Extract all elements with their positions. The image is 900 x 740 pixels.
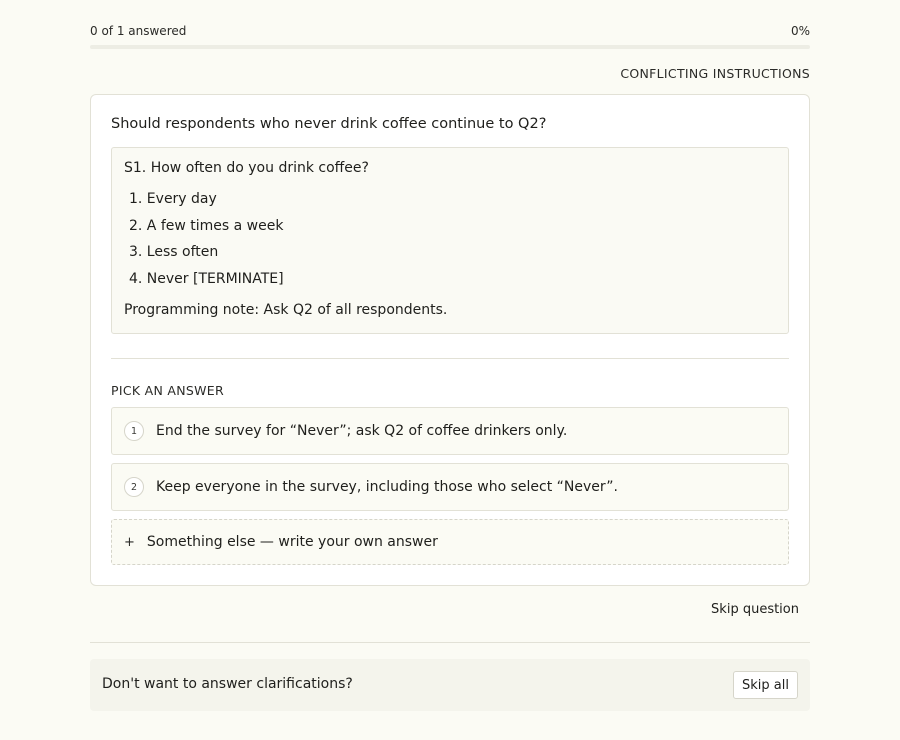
skip-all-button[interactable]: Skip all [733,671,798,699]
survey-excerpt [111,147,789,334]
excerpt-option: 4. Never [TERMINATE] [129,271,284,287]
progress-percent: 0% [790,24,810,38]
footer-divider [90,642,810,643]
question-card [90,94,810,586]
excerpt-option: 3. Less often [129,244,219,260]
answer-option-1[interactable] [111,407,789,455]
excerpt-question: S1. How often do you drink coffee? [124,160,369,176]
custom-answer-option[interactable] [111,519,789,565]
option-number-badge: 1 [124,421,144,441]
pick-answer-label: PICK AN ANSWER [111,383,224,398]
section-divider [111,358,789,359]
plus-icon: + [124,534,135,550]
answer-option-2[interactable] [111,463,789,511]
skip-all-prompt: Don't want to answer clarifications? [102,676,353,692]
progress-header [90,24,810,38]
answer-option-text: End the survey for “Never”; ask Q2 of coffee drinkers only. [156,423,568,439]
progress-bar [90,45,810,49]
answer-option-text: Keep everyone in the survey, including those who select “Never”. [156,479,618,495]
excerpt-option: 1. Every day [129,191,217,207]
question-title: Should respondents who never drink coffee continue to Q2? [111,116,547,132]
skip-all-bar [90,659,810,711]
category-label: CONFLICTING INSTRUCTIONS [620,66,810,81]
option-number-badge: 2 [124,477,144,497]
excerpt-note: Programming note: Ask Q2 of all respondents. [124,302,448,318]
excerpt-option: 2. A few times a week [129,218,284,234]
skip-question-button[interactable]: Skip question [711,602,799,617]
answered-count: 0 of 1 answered [90,24,187,38]
custom-answer-text: Something else — write your own answer [146,534,438,550]
